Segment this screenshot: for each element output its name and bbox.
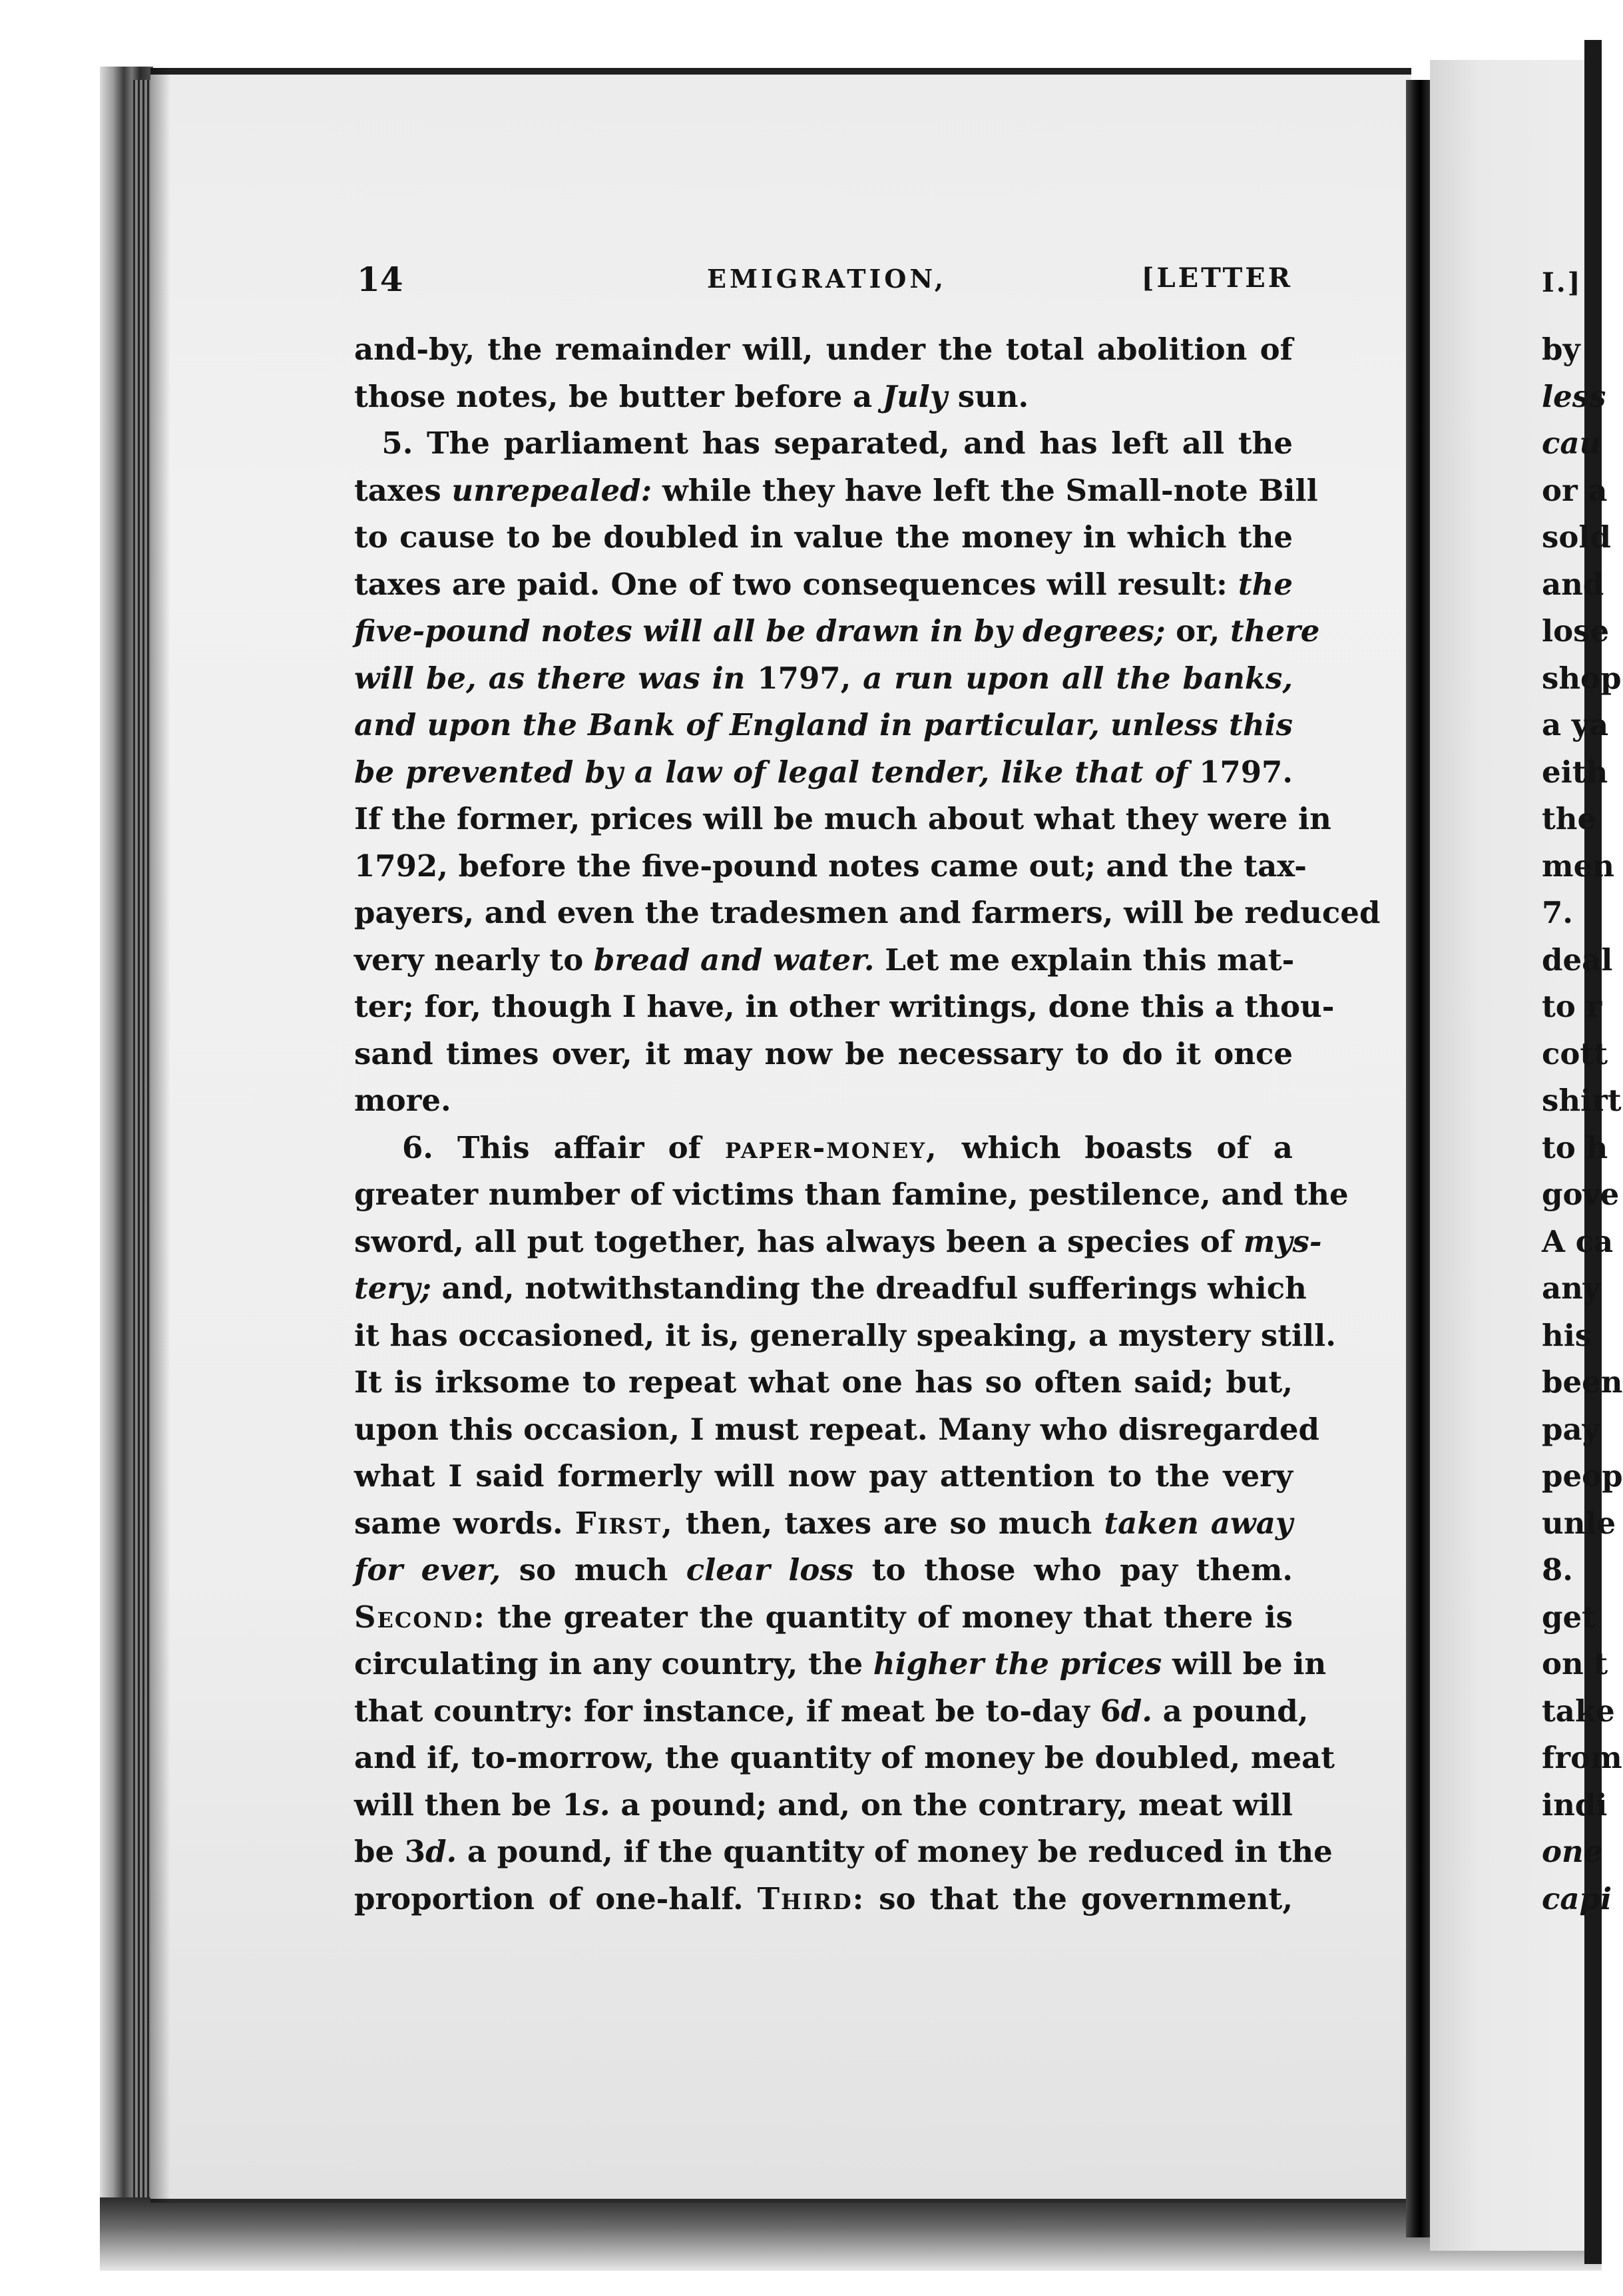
right-page-line: unle [1542, 1505, 1616, 1541]
page-shadow [150, 68, 170, 2203]
right-page-lines [1542, 326, 1623, 1922]
right-page-line: any [1542, 1271, 1601, 1306]
text-line: ter; for, though I have, in other writings, done this a thou- [354, 989, 1335, 1024]
right-page-line: cott [1542, 1035, 1608, 1071]
text-line: taxes are paid. One of two consequences will result: the [354, 566, 1293, 602]
right-page-line: and [1542, 566, 1604, 602]
right-page-line: get [1542, 1599, 1596, 1635]
right-page-text-fragment [1542, 260, 1623, 1922]
right-page-line: from [1542, 1740, 1622, 1775]
text-line: will be, as there was in 1797, a run upon all the banks, [354, 660, 1293, 696]
right-page-line: by [1542, 332, 1580, 367]
text-line: same words. First, then, taxes are so much taken away [354, 1505, 1293, 1541]
right-page-line: capi [1542, 1880, 1612, 1916]
text-line: more. [354, 1083, 451, 1118]
right-page-header: I.] [1542, 267, 1582, 298]
text-line: be prevented by a law of legal tender, like that of 1797. [354, 754, 1293, 790]
body-text [354, 326, 1381, 1922]
text-line: five-pound notes will all be drawn in by degrees; or, there [354, 613, 1320, 649]
right-page-line: A ca [1542, 1223, 1614, 1259]
right-page-line: indi [1542, 1787, 1608, 1823]
text-line: greater number of victims than famine, pestilence, and the [354, 1177, 1349, 1212]
text-line: that country: for instance, if meat be to-day 6d. a pound, [354, 1693, 1309, 1729]
text-line: circulating in any country, the higher the prices will be in [354, 1646, 1327, 1681]
text-line: payers, and even the tradesmen and farmers, will be reduced [354, 895, 1381, 930]
page-number: 14 [357, 260, 403, 299]
right-page-line: on t [1542, 1646, 1608, 1681]
right-page-line: one [1542, 1834, 1603, 1869]
right-page-line: eith [1542, 754, 1608, 790]
book-page-edges [133, 80, 150, 2204]
right-page-line: a ya [1542, 707, 1609, 742]
text-line: be 3d. a pound, if the quantity of money be reduced in the [354, 1834, 1333, 1869]
text-line: will then be 1s. a pound; and, on the contrary, meat will [354, 1787, 1293, 1823]
text-line: proportion of one-half. Third: so that the government, [354, 1880, 1293, 1916]
running-header-right: [LETTER [1141, 262, 1293, 294]
right-page-line: lose [1542, 613, 1610, 649]
text-line: 1792, before the five-pound notes came out; and the tax- [354, 848, 1307, 884]
text-line: It is irksome to repeat what one has so often said; but, [354, 1364, 1293, 1400]
text-line: to cause to be doubled in value the money in which the [354, 519, 1293, 555]
left-page-content [354, 260, 1381, 1922]
text-line: sword, all put together, has always been a species of mys- [354, 1223, 1322, 1259]
right-page-line: pay [1542, 1411, 1600, 1447]
text-line: and upon the Bank of England in particular, unless this [354, 707, 1293, 742]
text-line: and if, to-morrow, the quantity of money be doubled, meat [354, 1740, 1335, 1775]
text-line: upon this occasion, I must repeat. Many who disregarded [354, 1411, 1319, 1447]
right-page-line: shirt [1542, 1083, 1622, 1118]
text-line: for ever, so much clear loss to those who pay them. [354, 1552, 1293, 1587]
text-line: If the former, prices will be much about what they were in [354, 801, 1331, 836]
right-page-line: take [1542, 1693, 1615, 1729]
text-line: sand times over, it may now be necessary to do it once [354, 1035, 1293, 1071]
right-page-line: the [1542, 801, 1597, 836]
book-edge-bottom [100, 2197, 1602, 2271]
text-line: those notes, be butter before a July sun. [354, 378, 1029, 414]
right-page-line: deal [1542, 942, 1613, 978]
right-page-line: less [1542, 378, 1606, 414]
book-gutter [1406, 80, 1430, 2237]
right-page-line: shop [1542, 660, 1622, 696]
text-line: it has occasioned, it is, generally speaking, a mystery still. [354, 1317, 1336, 1353]
right-page-line: 8. [1542, 1552, 1573, 1587]
text-line: what I said formerly will now pay attention to the very [354, 1458, 1293, 1494]
right-page-line: 7. [1542, 895, 1573, 930]
right-page-line: men [1542, 848, 1614, 884]
right-page-line: or a [1542, 472, 1608, 508]
right-page-line: his [1542, 1317, 1592, 1353]
paragraph-5-start: 5. The parliament has separated, and has left all the [381, 426, 1293, 461]
text-line: and-by, the remainder will, under the total abolition of [354, 332, 1293, 367]
running-title: EMIGRATION, [707, 264, 947, 294]
right-page-line: to r [1542, 989, 1602, 1024]
paragraph-6-start: 6. This affair of paper-money, which boasts of a [401, 1129, 1293, 1165]
text-line: Second: the greater the quantity of money that there is [354, 1599, 1293, 1635]
right-page-line: gove [1542, 1177, 1620, 1212]
right-page-line: sold [1542, 519, 1611, 555]
right-page-line: peop [1542, 1458, 1623, 1494]
running-header [354, 260, 1293, 306]
text-line: very nearly to bread and water. Let me explain this mat- [354, 942, 1295, 978]
right-page-line: cau [1542, 426, 1602, 461]
text-line: taxes unrepealed: while they have left the Small-note Bill [354, 472, 1318, 508]
right-page-line: been [1542, 1364, 1623, 1400]
text-line: tery; and, notwithstanding the dreadful sufferings which [354, 1271, 1307, 1306]
right-page-line: to h [1542, 1129, 1608, 1165]
